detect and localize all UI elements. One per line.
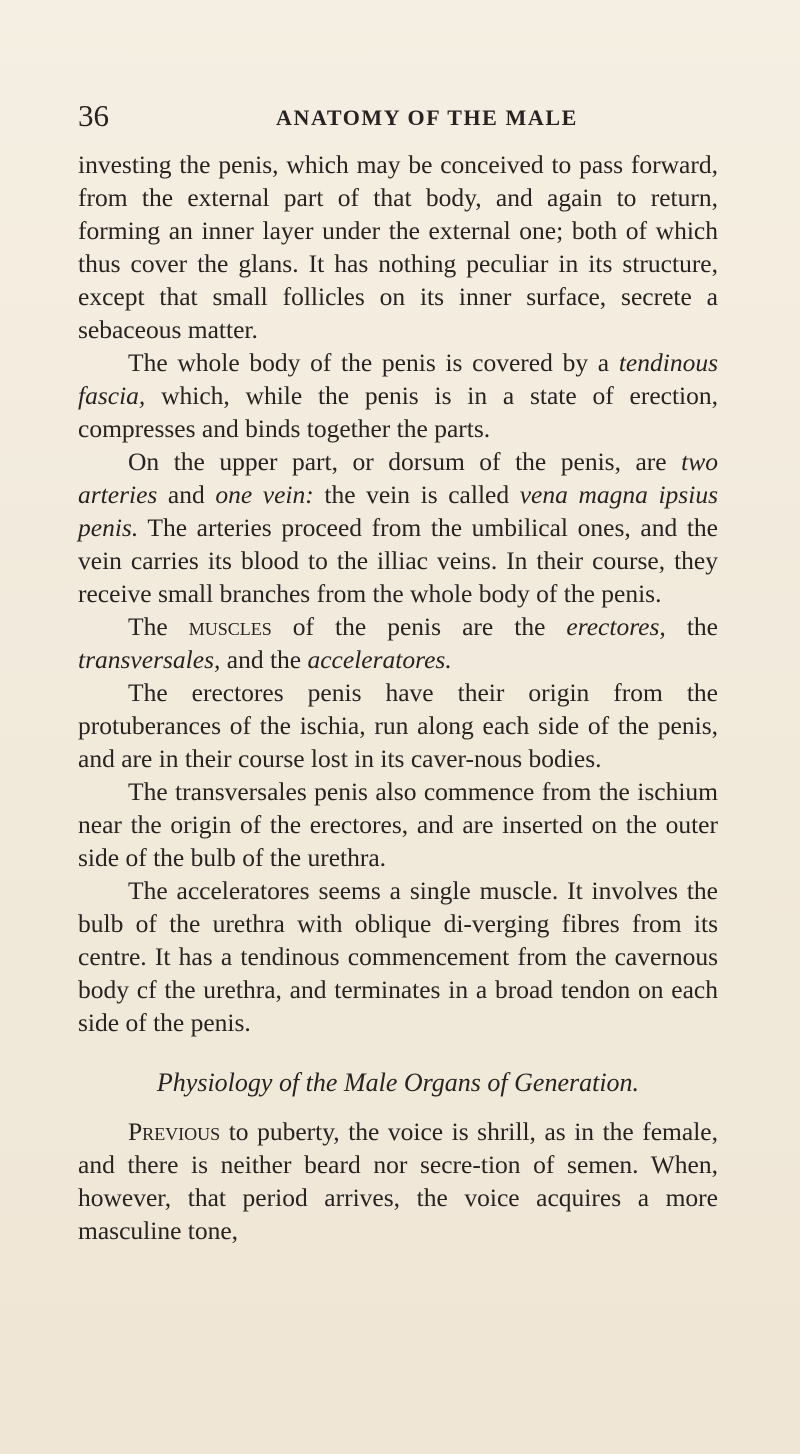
paragraph-acceleratores: The acceleratores seems a single muscle. It involves the bulb of the urethra with oblique di-verging fibres from its centre. It has a tendinous commencement from the cavernous body cf the urethra, and terminates in a broad tendon on each side of the penis. — [78, 876, 718, 1037]
text-run: the vein is called — [313, 480, 520, 509]
text-run: the — [665, 612, 718, 641]
running-title: ANATOMY OF THE MALE — [276, 105, 578, 130]
text-run: On the upper part, or dorsum of the penis, are — [128, 447, 682, 476]
text-run: The — [128, 612, 189, 641]
paragraph-vessels — [78, 445, 718, 610]
text-run: of the penis are the — [271, 612, 567, 641]
text-run: The whole body of the penis is covered by a — [128, 348, 619, 377]
section-title: Physiology of the Male Organs of Generation. — [156, 1068, 640, 1097]
italic-term: transversales, — [78, 645, 221, 674]
page-header — [78, 96, 718, 136]
small-caps-term: muscles — [188, 612, 272, 641]
body-text — [78, 148, 718, 1247]
italic-term: tendinous fascia, — [78, 348, 718, 410]
text-run: and the — [220, 645, 308, 674]
italic-term: vena magna ipsius penis. — [78, 480, 718, 542]
paragraph-transversales: The transversales penis also commence from the ischium near the origin of the erectores, and are inserted on the outer side of the bulb of the urethra. — [78, 777, 718, 872]
small-caps-lead: Previous — [128, 1117, 221, 1146]
paragraph-erectores: The erectores penis have their origin from the protuberances of the ischia, run along each side of the penis, and are in their course lost in its caver-nous bodies. — [78, 678, 718, 773]
italic-term: two arteries — [78, 447, 718, 509]
text-run: to puberty, the voice is shrill, as in the female, and there is neither beard nor secre-tion of semen. When, however, that period arrives, the voice acquires a more masculine tone, — [78, 1117, 718, 1245]
paragraph-puberty — [78, 1115, 718, 1247]
page-number: 36 — [78, 98, 109, 133]
text-run: and — [157, 480, 216, 509]
paragraph-fascia — [78, 346, 718, 445]
paragraph-muscles — [78, 610, 718, 676]
text-run: The arteries proceed from the umbilical ones, and the vein carries its blood to the illiac veins. In their course, they receive small branches from the whole body of the penis. — [78, 513, 718, 608]
text-run: which, while the penis is in a state of erection, compresses and binds together the parts. — [78, 381, 718, 443]
italic-term: acceleratores. — [307, 645, 452, 674]
paragraph-prepuce: investing the penis, which may be conceived to pass forward, from the external part of that body, and again to return, forming an inner layer under the external one; both of which thus cover the glans. It has nothing peculiar in its structure, except that small follicles on its inner surface, secrete a sebaceous matter. — [78, 150, 718, 344]
italic-term: erectores, — [566, 612, 666, 641]
italic-term: one vein: — [215, 480, 314, 509]
